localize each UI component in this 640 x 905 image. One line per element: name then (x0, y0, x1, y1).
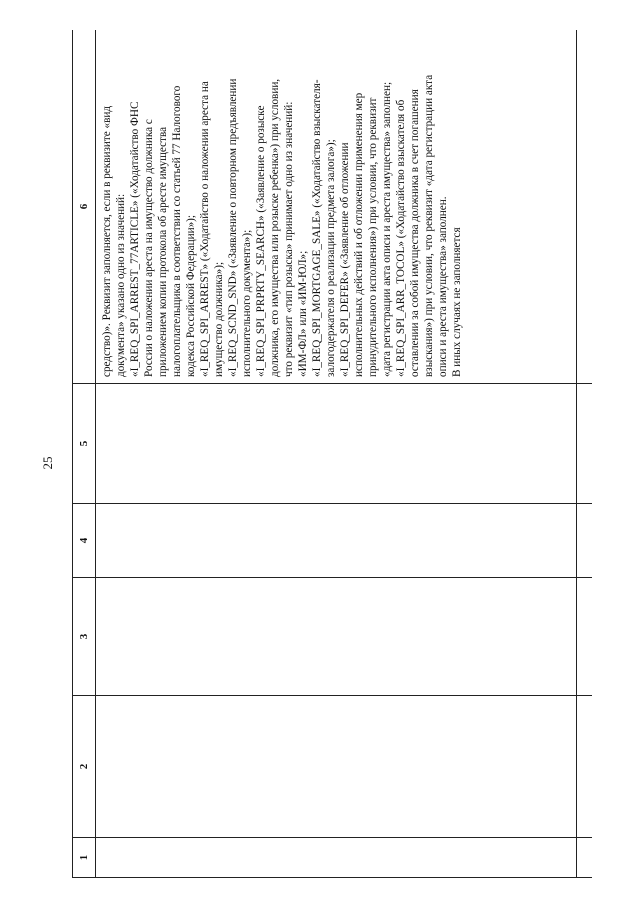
cell-col-4 (96, 504, 577, 578)
content-line: кодекса Российской Федерации»); (185, 214, 197, 377)
content-line: «I_REQ_SPI_PRPRTY_SEARCH» («Заявление о розыске (255, 105, 267, 377)
cell-col-4 (577, 504, 593, 578)
content-line: взыскания») при условии, что реквизит «дата регистрации акта (423, 74, 435, 377)
cell-col-1 (577, 838, 593, 878)
content-line: средство)». Реквизит заполняется, если в реквизите «вид (101, 105, 113, 377)
cell-col-6 (577, 30, 593, 384)
document-table-container (72, 30, 592, 878)
column-number-2: 2 (73, 696, 96, 838)
content-line: документа» указано одно из значений: (115, 193, 127, 377)
table-row (96, 30, 577, 878)
content-line: приложением копии протокола об аресте имущества (157, 126, 169, 377)
cell-col-3 (577, 578, 593, 696)
cell-col-6-content (96, 30, 577, 384)
cell-col-3 (96, 578, 577, 696)
cell-col-2 (96, 696, 577, 838)
content-line: «ИМ-ФЛ» или «ИМ-ЮЛ»; (297, 250, 309, 377)
column-number-3: 3 (73, 578, 96, 696)
page-number: 25 (40, 456, 55, 470)
document-table (72, 30, 592, 878)
content-line: В иных случаях не заполняется (451, 227, 463, 377)
content-line: «I_REQ_SPI_DEFER» («Заявление об отложении (339, 142, 351, 377)
content-line: что реквизит «тип розыска» принимает одно из значений: (283, 101, 295, 377)
content-line: исполнительного документа»); (241, 229, 253, 377)
content-line: «I_REQ_SPI_ARR_TOCOL» («Ходатайство взыскателя об (395, 99, 407, 377)
content-line: «дата регистрации акта описи и ареста имущества» заполнен; (381, 81, 393, 377)
table-row-empty (577, 30, 593, 878)
content-line: принудительного исполнения») при условии, что реквизит (367, 97, 379, 377)
column-number-5: 5 (73, 384, 96, 504)
content-line: оставлении за собой имущества должника в счет погашения (409, 89, 421, 377)
content-line: России о наложении ареста на имущество должника с (143, 119, 155, 377)
content-line: «I_REQ_SPI_MORTGAGE_SALE» («Ходатайство взыскателя- (311, 79, 323, 377)
content-line: описи и ареста имущества» заполнен. (437, 196, 449, 377)
column-number-1: 1 (73, 838, 96, 878)
cell-col-1 (96, 838, 577, 878)
header-row (73, 30, 96, 878)
content-line: «I_REQ_SCND_SND» («Заявление о повторном предъявлении (227, 78, 239, 377)
content-line: исполнительных действий и об отложении применения мер (353, 92, 365, 377)
cell-col-5 (96, 384, 577, 504)
content-line: залогодержателя о реализации предмета залога»); (325, 139, 337, 377)
content-line: «I_REQ_SPI_ARREST» («Ходатайство о наложении ареста на (199, 81, 211, 377)
content-line: налогоплательщика в соответствии со статьей 77 Налогового (171, 85, 183, 377)
column-number-6: 6 (73, 30, 96, 384)
content-line: имущество должника»); (213, 261, 225, 377)
content-line: «I_REQ_SPI_ARREST_77ARTICLE» («Ходатайство ФНС (129, 101, 141, 377)
content-line: должника, его имущества или розыске ребенка») при условии, (269, 78, 281, 377)
cell-col-2 (577, 696, 593, 838)
cell-col-5 (577, 384, 593, 504)
column-number-4: 4 (73, 504, 96, 578)
